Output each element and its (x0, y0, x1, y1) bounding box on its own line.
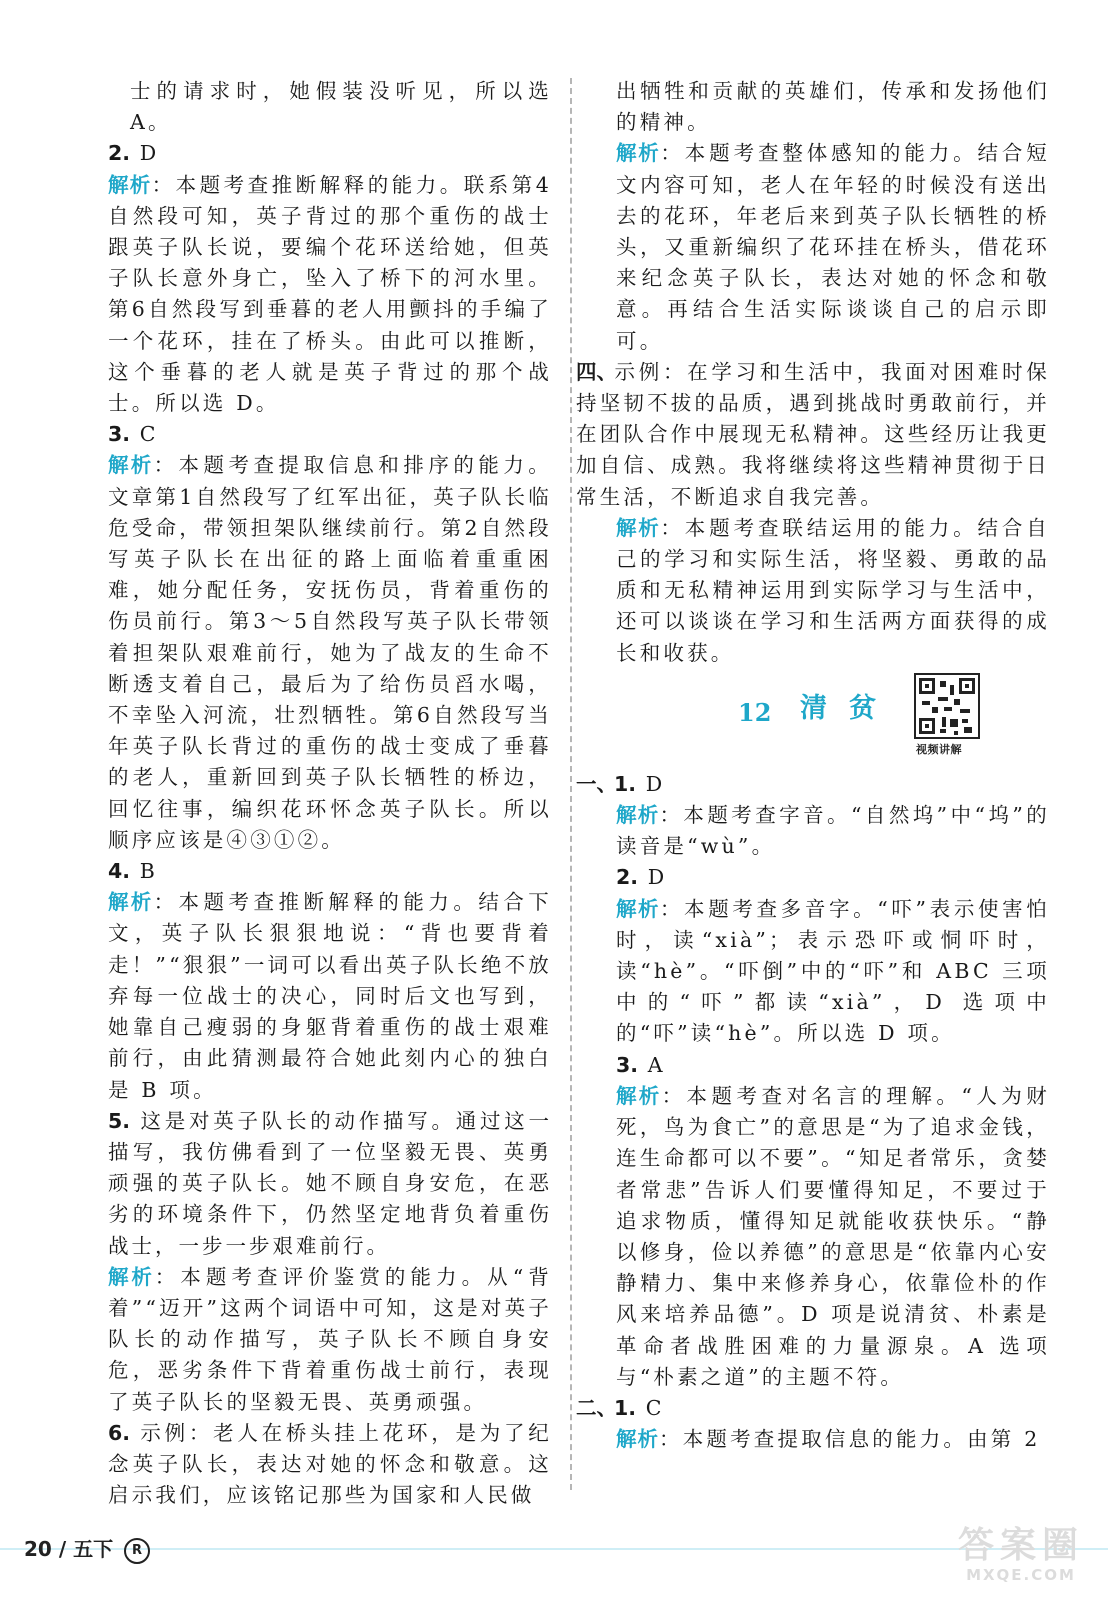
analysis-text: ：本题考查提取信息的能力。由第 2 (659, 1427, 1041, 1452)
question-3 (616, 1050, 1050, 1081)
analysis-paragraph (108, 1262, 552, 1418)
qr-code-icon[interactable] (914, 673, 980, 739)
edition-badge-icon: R (124, 1538, 150, 1564)
question-number: 4. (108, 859, 131, 884)
analysis-text: ：本题考查多音字。“吓”表示使害怕时，读“xià”；表示恐吓或恫吓时，读“hè”。“吓倒”中的“吓”和 ABC 三项中的“吓”都读“xià”，D 选项中的“吓”读“hè”。所以选 D 项。 (616, 896, 1050, 1046)
lesson-number: 12 (738, 697, 772, 727)
answer: A (647, 1052, 664, 1077)
analysis-label: 解析 (108, 453, 154, 478)
watermark-url: MXQE.COM (966, 1566, 1076, 1584)
section-label: 四、 (576, 359, 617, 384)
analysis-text: ：本题考查字音。“自然坞”中“坞”的读音是“wù”。 (616, 803, 1051, 859)
analysis-paragraph (616, 1424, 1050, 1455)
analysis-label: 解析 (616, 1427, 659, 1452)
analysis-paragraph (616, 513, 1050, 669)
page-footer (24, 1533, 150, 1564)
analysis-text: ：本题考查提取信息和排序的能力。文章第1自然段写了红军出征，英子队长临危受命，带领担架队继续前行。第2自然段写英子队长在出征的路上面临着重重困难，她分配任务，安抚伤员，背着重伤的伤员前行。第3～5自然段写英子队长带领着担架队艰难前行，她为了战友的生命不断透支着自己，最后为了给伤员舀水喝，不幸坠入河流，壮烈牺牲。第6自然段写当年英子队长背过的重伤的战士变成了垂暮的老人，重新回到英子队长牺牲的桥边，回忆往事，编织花环怀念英子队长。所以顺序应该是④③①②。 (108, 453, 553, 852)
analysis-paragraph (108, 450, 552, 856)
question-number: 1. (614, 771, 637, 796)
analysis-paragraph (616, 800, 1050, 862)
question-2 (108, 138, 552, 169)
question-number: 3. (616, 1052, 639, 1077)
section-label: 二、 (576, 1395, 617, 1420)
answer: B (139, 859, 156, 884)
question-6 (108, 1418, 552, 1512)
grade-label: 五下 (73, 1537, 114, 1561)
analysis-label: 解析 (108, 890, 154, 915)
analysis-paragraph (108, 170, 552, 420)
analysis-label: 解析 (108, 172, 152, 197)
answer: D (139, 141, 158, 166)
text-line: 士的请求时，她假装没听见，所以选 A。 (130, 79, 552, 135)
analysis-paragraph (616, 138, 1050, 356)
analysis-text: ：本题考查推断解释的能力。结合下文，英子队长狠狠地说：“背也要背着走！”“狠狠”一词可以看出英子队长绝不放弃每一位战士的决心，同时后文也写到，她靠自己瘦弱的身躯背着重伤的战士艰难前行，由此猜测最符合她此刻内心的独白是 B 项。 (108, 890, 553, 1102)
analysis-label: 解析 (108, 1264, 155, 1289)
answer: C (139, 422, 157, 447)
analysis-text: ：本题考查推断解释的能力。联系第4自然段可知，英子背过的那个重伤的战士跟英子队长说，要编个花环送给她，但英子队长意外身亡，坠入了桥下的河水里。第6自然段写到垂暮的老人用颤抖的手编了一个花环，挂在了桥头。由此可以推断，这个垂暮的老人就是英子背过的那个战士。所以选 D。 (108, 172, 552, 416)
question-4 (108, 856, 552, 887)
question-number: 2. (616, 865, 639, 890)
lesson-heading (616, 673, 1050, 769)
question-number: 1. (614, 1395, 637, 1420)
question-3 (108, 419, 552, 450)
answer: D (647, 865, 666, 890)
analysis-label: 解析 (616, 803, 660, 828)
question-2 (616, 862, 1050, 893)
analysis-paragraph (616, 894, 1050, 1050)
left-column (108, 76, 552, 1511)
analysis-paragraph (108, 887, 552, 1105)
question-number: 3. (108, 422, 131, 447)
watermark-title: 答案圈 (957, 1525, 1084, 1566)
analysis-text: ：本题考查联结运用的能力。结合自己的学习和实际生活，将坚毅、勇敢的品质和无私精神运用到实际学习与生活中，还可以谈谈在学习和生活两方面获得的成长和收获。 (616, 515, 1050, 665)
analysis-text: ：本题考查评价鉴赏的能力。从“背着”“迈开”这两个词语中可知，这是对英子队长的动作描写，英子队长不顾自身安危，恶劣条件下背着重伤战士前行，表现了英子队长的坚毅无畏、英勇顽强。 (108, 1264, 552, 1414)
answer: 这是对英子队长的动作描写。通过这一描写，我仿佛看到了一位坚毅无畏、英勇顽强的英子队长。她不顾自身安危，在恶劣的环境条件下，仍然坚定地背负着重伤战士，一步一步艰难前行。 (108, 1108, 553, 1258)
answer: 示例：在学习和生活中，我面对困难时保持坚韧不拔的品质，遇到挑战时勇敢前行，并在团队合作中展现无私精神。这些经历让我更加自信、成熟。我将继续将这些精神贯彻于日常生活，不断追求自我完善。 (576, 359, 1050, 509)
section-1 (576, 769, 1050, 800)
analysis-paragraph (616, 1081, 1050, 1393)
analysis-label: 解析 (616, 141, 661, 166)
footer-separator: / (58, 1537, 67, 1561)
qr-caption: 视频讲解 (916, 742, 962, 756)
analysis-text: ：本题考查对名言的理解。“人为财死，鸟为食亡”的意思是“为了追求金钱，连生命都可以不要”。“知足者常乐，贪婪者常悲”告诉人们要懂得知足，不要过于追求物质，懂得知足就能收获快乐。“静以修身，俭以养德”的意思是“依靠内心安静精力、集中来修养身心，依靠俭朴的作风来培养品德”。D 项是说清贫、朴素是革命者战胜困难的力量源泉。A 选项与“朴素之道”的主题不符。 (616, 1083, 1051, 1389)
answer: 示例：老人在桥头挂上花环，是为了纪念英子队长，表达对她的怀念和敬意。这启示我们，应该铭记那些为国家和人民做 (108, 1420, 552, 1508)
analysis-label: 解析 (616, 1083, 662, 1108)
answer: D (645, 771, 664, 796)
analysis-label: 解析 (616, 896, 660, 921)
column-divider (570, 78, 572, 1490)
page-number: 20 (24, 1537, 52, 1561)
footer-rule (0, 1548, 1108, 1550)
section-label: 一、 (576, 771, 617, 796)
section-4 (576, 357, 1050, 513)
right-column (576, 76, 1051, 1455)
text-continuation: 出牺牲和贡献的英雄们，传承和发扬他们的精神。 (616, 79, 1050, 135)
question-number: 2. (108, 141, 131, 166)
section-2 (576, 1393, 1050, 1424)
question-5 (108, 1106, 552, 1262)
analysis-label: 解析 (616, 515, 661, 540)
watermark (946, 1526, 1096, 1586)
question-number: 5. (108, 1108, 131, 1133)
lesson-title: 清贫 (800, 692, 898, 724)
analysis-text: ：本题考查整体感知的能力。结合短文内容可知，老人在年轻的时候没有送出去的花环，年老后来到英子队长牺牲的桥头，又重新编织了花环挂在桥头，借花环来纪念英子队长，表达对她的怀念和敬意。再结合生活实际谈谈自己的启示即可。 (616, 141, 1050, 353)
question-number: 6. (108, 1420, 131, 1445)
answer: C (645, 1395, 663, 1420)
